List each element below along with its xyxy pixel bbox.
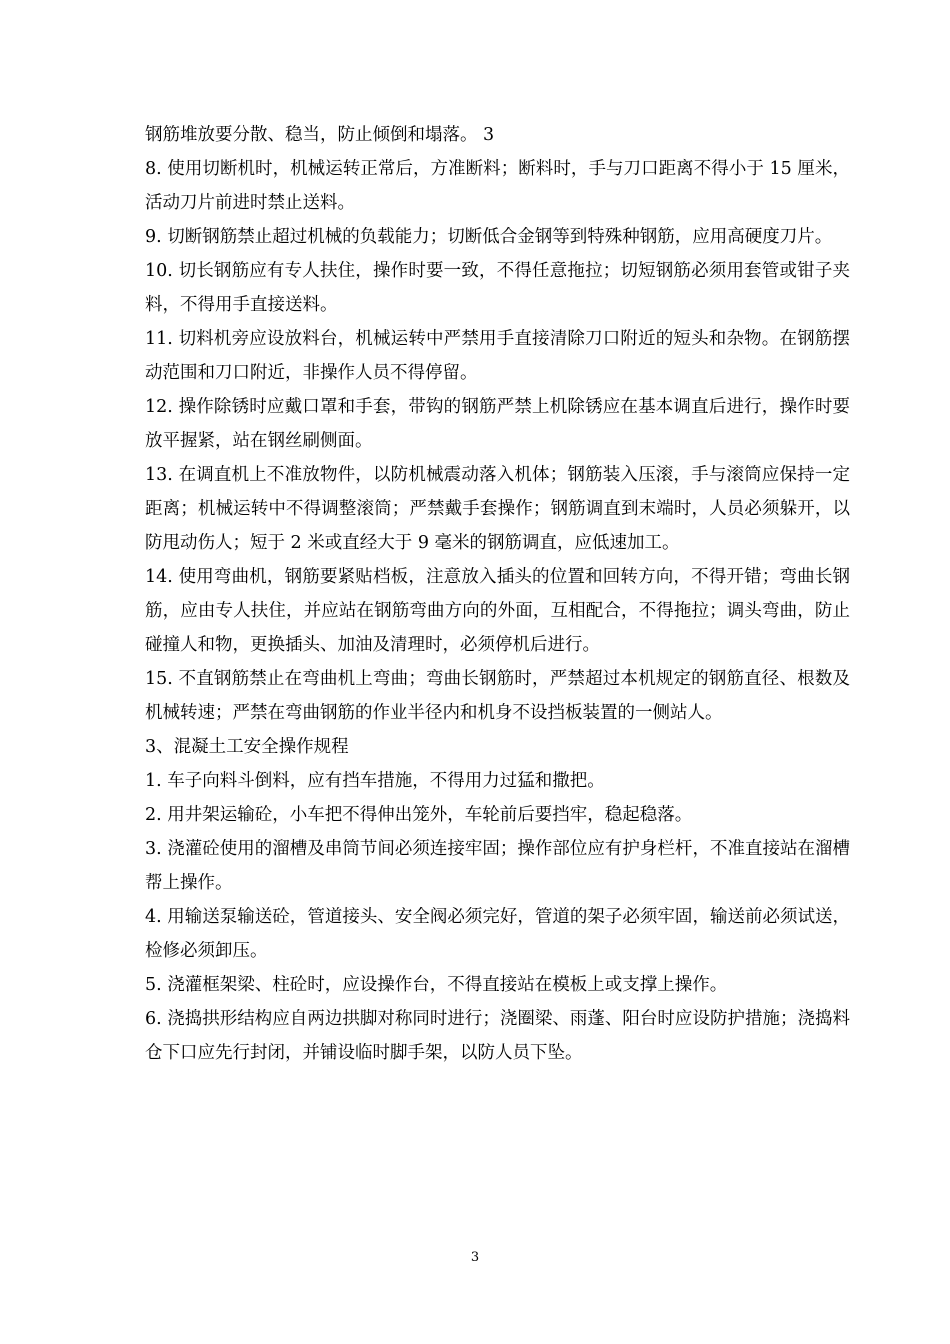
page-number: 3	[470, 1250, 480, 1265]
document-body	[145, 118, 850, 1070]
paragraph-rule-13-straightening-machine: 13. 在调直机上不准放物件，以防机械震动落入机体；钢筋装入压滚，手与滚筒应保持一定距离；机械运转中不得调整滚筒；严禁戴手套操作；钢筋调直到末端时，人员必须躲开，以防甩动伤人；短于 2 米或直经大于 9 毫米的钢筋调直，应低速加工。	[145, 465, 850, 553]
paragraph-concrete-rule-4: 4. 用输送泵输送砼，管道接头、安全阀必须完好，管道的架子必须牢固，输送前必须试送，检修必须卸压。	[145, 907, 850, 961]
paragraph-rule-8-cutting-machine: 8. 使用切断机时，机械运转正常后，方准断料；断料时，手与刀口距离不得小于 15 厘米，活动刀片前进时禁止送料。	[145, 159, 850, 213]
paragraph-rule-15-bending-limits: 15. 不直钢筋禁止在弯曲机上弯曲；弯曲长钢筋时，严禁超过本机规定的钢筋直径、根数及机械转速；严禁在弯曲钢筋的作业半径内和机身不设挡板装置的一侧站人。	[145, 669, 850, 723]
paragraph-concrete-rule-5: 5. 浇灌框架梁、柱砼时，应设操作台，不得直接站在模板上或支撑上操作。	[145, 975, 728, 995]
paragraph-rule-10-long-rebar: 10. 切长钢筋应有专人扶住，操作时要一致，不得任意拖拉；切短钢筋必须用套管或钳子夹料，不得用手直接送料。	[145, 261, 850, 315]
paragraph-rule-12-rust-removal: 12. 操作除锈时应戴口罩和手套，带钩的钢筋严禁上机除锈应在基本调直后进行，操作时要放平握紧，站在钢丝刷侧面。	[145, 397, 850, 451]
section-heading-concrete-worker: 3、混凝土工安全操作规程	[145, 737, 349, 757]
paragraph-concrete-rule-3: 3. 浇灌砼使用的溜槽及串筒节间必须连接牢固；操作部位应有护身栏杆，不准直接站在溜槽帮上操作。	[145, 839, 850, 893]
paragraph-rule-9-cutting-capacity: 9. 切断钢筋禁止超过机械的负载能力；切断低合金钢等到特殊种钢筋，应用高硬度刀片。	[145, 227, 833, 247]
paragraph-rule-11-material-table: 11. 切料机旁应设放料台，机械运转中严禁用手直接清除刀口附近的短头和杂物。在钢筋摆动范围和刀口附近，非操作人员不得停留。	[145, 329, 850, 383]
paragraph-concrete-rule-2: 2. 用井架运输砼，小车把不得伸出笼外，车轮前后要挡牢，稳起稳落。	[145, 805, 693, 825]
paragraph-concrete-rule-6: 6. 浇捣拱形结构应自两边拱脚对称同时进行；浇圈梁、雨蓬、阳台时应设防护措施；浇捣料仓下口应先行封闭，并铺设临时脚手架，以防人员下坠。	[145, 1009, 850, 1063]
paragraph-rule-14-bending-machine: 14. 使用弯曲机，钢筋要紧贴档板，注意放入插头的位置和回转方向，不得开错；弯曲长钢筋，应由专人扶住，并应站在钢筋弯曲方向的外面，互相配合，不得拖拉；调头弯曲，防止碰撞人和物，更换插头、加油及清理时，必须停机后进行。	[145, 567, 850, 655]
paragraph-rebar-stacking: 钢筋堆放要分散、稳当，防止倾倒和塌落。 3	[145, 125, 495, 145]
paragraph-concrete-rule-1: 1. 车子向料斗倒料，应有挡车措施，不得用力过猛和撒把。	[145, 771, 605, 791]
